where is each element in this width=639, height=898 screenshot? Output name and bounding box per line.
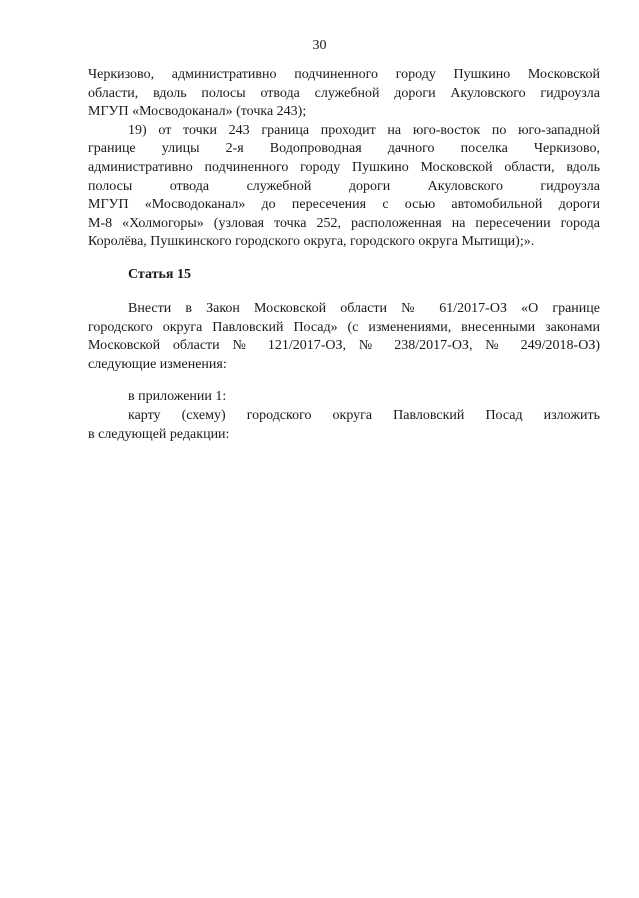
text-line: 19) от точки 243 граница проходит на юго-восток по юго-западной (128, 122, 600, 138)
text-line: Черкизово, административно подчиненного городу Пушкино Московской (88, 67, 600, 82)
text-line: Королёва, Пушкинского городского округа, городского округа Мытищи);». (88, 234, 535, 250)
text-line: границе улицы 2-я Водопроводная дачного поселка Черкизово, (88, 141, 600, 157)
text-line: Московской области № 121/2017-ОЗ, № 238/2017-ОЗ, № 249/2018-ОЗ) (88, 338, 600, 354)
text-line: М-8 «Холмогоры» (узловая точка 252, расположенная на пересечении города (88, 215, 600, 231)
paragraph-point-19 (88, 122, 600, 252)
text-line: городского округа Павловский Посад» (с изменениями, внесенными законами (88, 319, 600, 335)
paragraph-point-18-end (88, 66, 600, 122)
document-body (88, 66, 600, 444)
text-line: в следующей редакции: (88, 426, 230, 442)
text-line: карту (схему) городского округа Павловский Посад изложить (128, 407, 600, 423)
text-line: МГУП «Мосводоканал» до пересечения с осью автомобильной дороги (88, 197, 600, 213)
text-line: МГУП «Мосводоканал» (точка 243); (88, 104, 307, 120)
paragraph-appendix-ref (88, 388, 600, 407)
article-heading: Статья 15 (128, 266, 191, 282)
paragraph-amendment-intro (88, 300, 600, 374)
text-line: Внести в Закон Московской области № 61/2017-ОЗ «О границе (128, 300, 600, 316)
page-number: 30 (312, 38, 327, 53)
text-line: полосы отвода служебной дороги Акуловского гидроузла (88, 178, 600, 194)
text-line: области, вдоль полосы отвода служебной дороги Акуловского гидроузла (88, 85, 600, 101)
text-line: административно подчиненного городу Пушкино Московской области, вдоль (88, 159, 600, 175)
text-line: следующие изменения: (88, 356, 227, 372)
text-line: в приложении 1: (128, 389, 227, 405)
paragraph-map-replacement (88, 407, 600, 444)
